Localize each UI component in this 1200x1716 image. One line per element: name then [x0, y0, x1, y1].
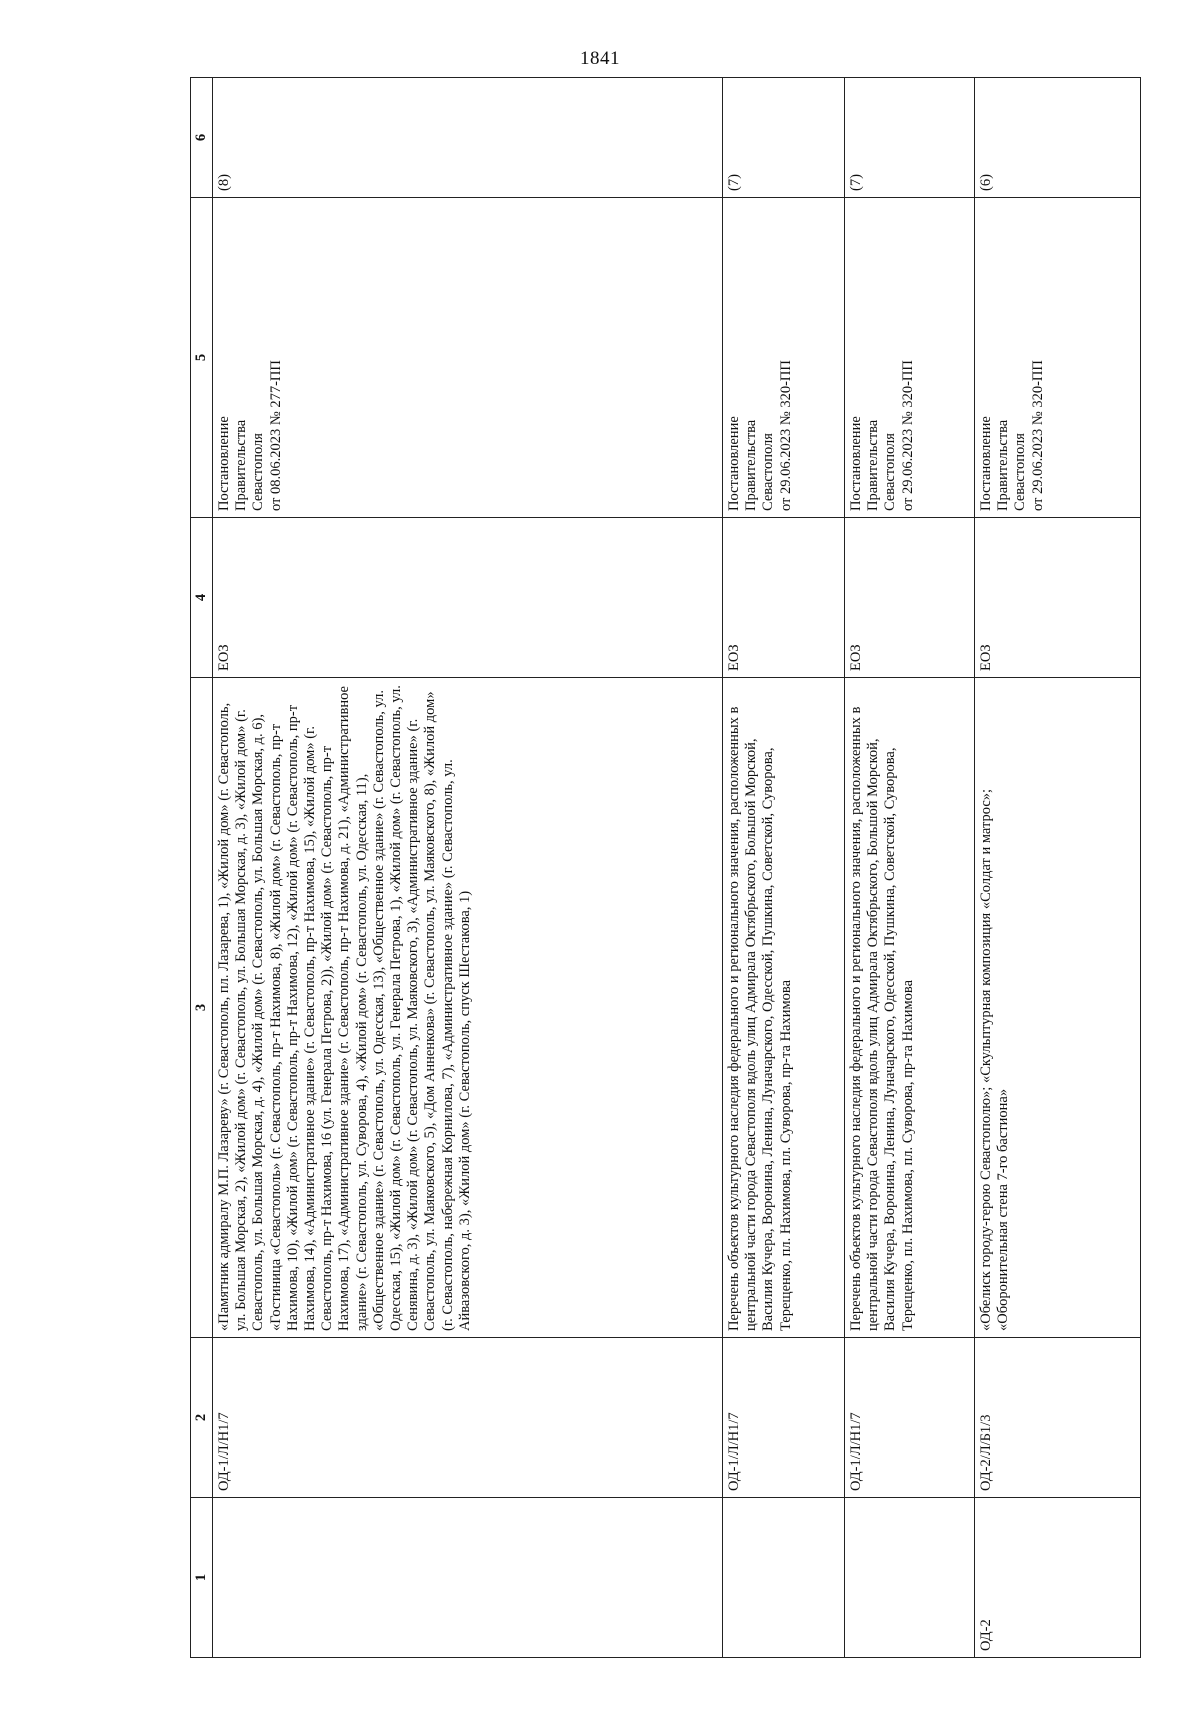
zone-type-cell: ЕОЗ: [213, 518, 723, 678]
zone-cell: [723, 1498, 845, 1658]
header-col-4: 4: [191, 518, 213, 678]
resolution-cell: Постановление Правительства Севастополя от 29.06.2023 № 320-ПП: [723, 198, 845, 518]
zone-cell: ОД-2: [975, 1498, 1141, 1658]
note-ref-cell: (7): [845, 78, 975, 198]
regulations-table: [190, 77, 1141, 1658]
subzone-code-cell: ОД-1/Л/Н1/7: [213, 1338, 723, 1498]
table-row: [975, 78, 1141, 1658]
subzone-code-cell: ОД-1/Л/Н1/7: [723, 1338, 845, 1498]
header-col-3: 3: [191, 678, 213, 1338]
note-ref-cell: (6): [975, 78, 1141, 198]
objects-list-cell: «Обелиск городу-герою Севастополю»; «Скульптурная композиция «Солдат и матрос»; «Оборонительная стена 7-го бастиона»: [975, 678, 1141, 1338]
header-col-5: 5: [191, 198, 213, 518]
table-row: [213, 78, 723, 1658]
zone-type-cell: ЕОЗ: [975, 518, 1141, 678]
objects-list-cell: «Памятник адмиралу М.П. Лазареву» (г. Севастополь, пл. Лазарева, 1), «Жилой дом» (г. Севастополь, ул. Большая Морская, 2), «Жилой дом» (г. Севастополь, ул. Большая Морская, д. 3), «Жилой дом» (г. Севастополь, ул. Большая Морская, д. 4), «Жилой дом» (г. Севастополь, ул. Большая Морская, д. 6), «Гостиница «Севастополь» (г. Севастополь, пр-т Нахимова, 8), «Жилой дом» (г. Севастополь, пр-т Нахимова, 10), «Жилой дом» (г. Севастополь, пр-т Нахимова, 12), «Жилой дом» (г. Севастополь, пр-т Нахимова, 14), «Административное здание» (г. Севастополь, пр-т Нахимова, 15), «Жилой дом» (г. Севастополь, пр-т Нахимова, 16 (ул. Генерала Петрова, 2)), «Жилой дом» (г. Севастополь, пр-т Нахимова, 17), «Административное здание» (г. Севастополь, пр-т Нахимова, д. 21), «Административное здание» (г. Севастополь, ул. Суворова, 4), «Жилой дом» (г. Севастополь, ул. Одесская, 11), «Общественное здание» (г. Севастополь, ул. Одесская, 13), «Общественное здание» (г. Севастополь, ул. Одесская, 15), «Жилой дом» (г. Севастополь, ул. Генерала Петрова, 1), «Жилой дом» (г. Севастополь, ул. Сенявина, д. 3), «Жилой дом» (г. Севастополь, ул. Маяковского, 3), «Административное здание» (г. Севастополь, ул. Маяковского, 5), «Дом Анненкова» (г. Севастополь, ул. Маяковского, 8), «Жилой дом» (г. Севастополь, набережная Корнилова, 7), «Административное здание» (г. Севастополь, ул. Айвазовского, д. 3), «Жилой дом» (г. Севастополь, спуск Шестакова, 1): [213, 678, 723, 1338]
zone-type-cell: ЕОЗ: [723, 518, 845, 678]
objects-list-cell: Перечень объектов культурного наследия федерального и регионального значения, расположенных в центральной части города Севастополя вдоль улиц Адмирала Октябрьского, Большой Морской, Василия Кучера, Воронина, Ленина, Луначарского, Одесской, Пушкина, Советской, Суворова, Терещенко, пл. Нахимова, пл. Суворова, пр-та Нахимова: [723, 678, 845, 1338]
zone-type-cell: ЕОЗ: [845, 518, 975, 678]
header-col-2: 2: [191, 1338, 213, 1498]
table-row: [723, 78, 845, 1658]
resolution-cell: Постановление Правительства Севастополя от 29.06.2023 № 320-ПП: [845, 198, 975, 518]
subzone-code-cell: ОД-1/Л/Н1/7: [845, 1338, 975, 1498]
resolution-cell: Постановление Правительства Севастополя от 08.06.2023 № 277-ПП: [213, 198, 723, 518]
resolution-cell: Постановление Правительства Севастополя от 29.06.2023 № 320-ПП: [975, 198, 1141, 518]
note-ref-cell: (8): [213, 78, 723, 198]
header-row: [191, 78, 213, 1658]
subzone-code-cell: ОД-2/Л/Б1/3: [975, 1338, 1141, 1498]
note-ref-cell: (7): [723, 78, 845, 198]
rotated-table-wrapper: [190, 78, 1140, 1658]
header-col-1: 1: [191, 1498, 213, 1658]
page-number: 1841: [580, 48, 620, 69]
objects-list-cell: Перечень объектов культурного наследия федерального и регионального значения, расположенных в центральной части города Севастополя вдоль улиц Адмирала Октябрьского, Большой Морской, Василия Кучера, Воронина, Ленина, Луначарского, Одесской, Пушкина, Советской, Суворова, Терещенко, пл. Нахимова, пл. Суворова, пр-та Нахимова: [845, 678, 975, 1338]
header-col-6: 6: [191, 78, 213, 198]
zone-cell: [845, 1498, 975, 1658]
table-row: [845, 78, 975, 1658]
zone-cell: [213, 1498, 723, 1658]
